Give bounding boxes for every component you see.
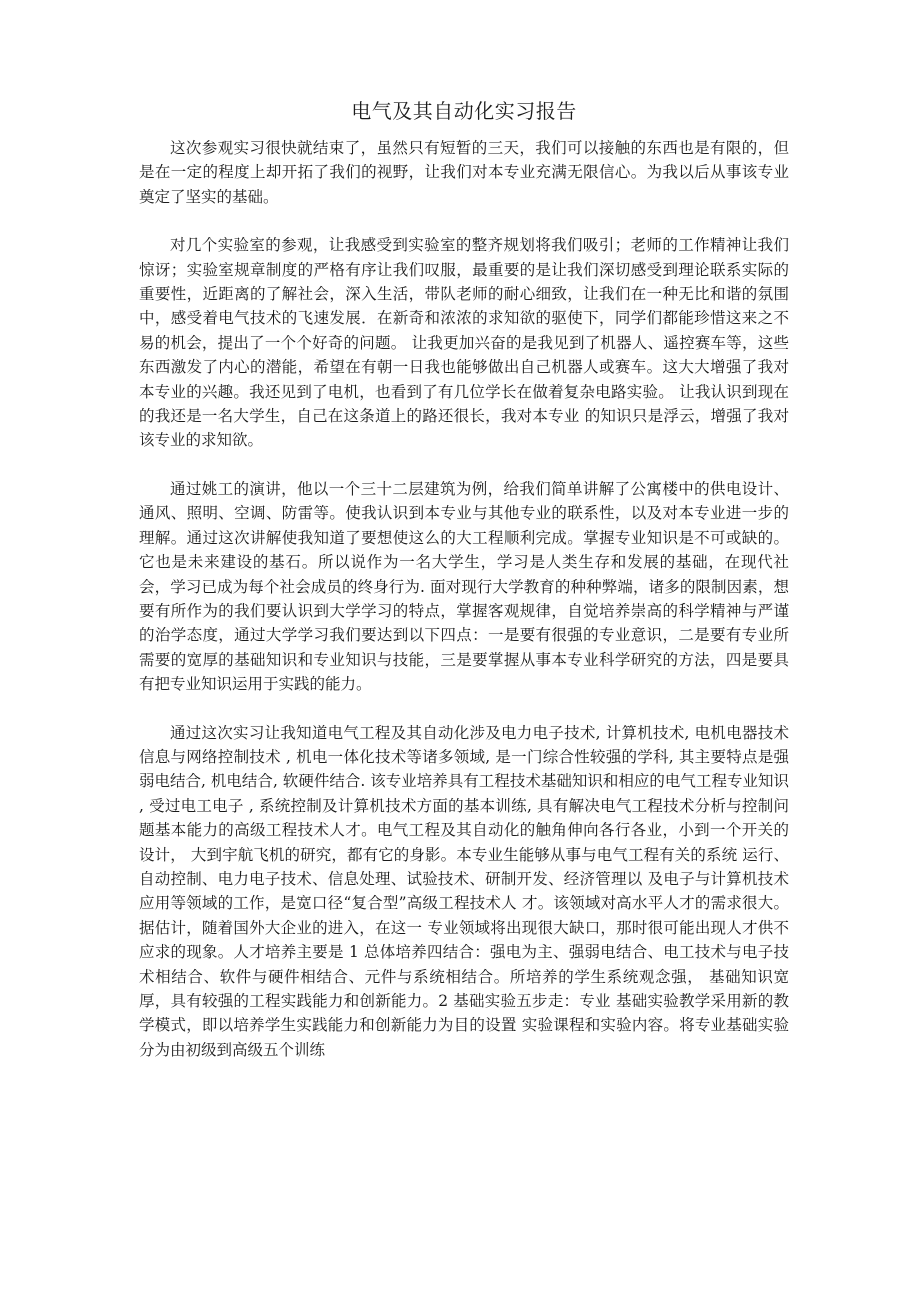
paragraph-lab-visit: 对几个实验室的参观，让我感受到实验室的整齐规划将我们吸引；老师的工作精神让我们惊讶；实验室规章制度的严格有序让我们叹服，最重要的是让我们深切感受到理论联系实际的重要性，近距离的了解社会，深入生活，带队老师的耐心细致，让我们在一种无比和谐的氛围中，感受着电气技术的飞速发展．在新奇和浓浓的求知欲的驱使下，同学们都能珍惜这来之不易的机会，提出了一个个好奇的问题。 让我更加兴奋的是我见到了机器人、遥控赛车等，这些东西激发了内心的潜能，希望在有朝一日我也能够做出自己机器人或赛车。这大大增强了我对本专业的兴趣。我还见到了电机，也看到了有几位学长在做着复杂电路实验。 让我认识到现在的我还是一名大学生，自己在这条道上的路还很长，我对本专业 的知识只是浮云，增强了我对该专业的求知欲。: [139, 236, 789, 450]
paragraph-intro: 这次参观实习很快就结束了，虽然只有短暂的三天，我们可以接触的东西也是有限的，但是在一定的程度上却开拓了我们的视野，让我们对本专业充满无限信心。为我以后从事该专业奠定了坚实的基础。: [139, 139, 789, 206]
document-title: 电气及其自动化实习报告: [351, 99, 577, 123]
document-page: [139, 96, 789, 1086]
paragraph-lecture: 通过姚工的演讲，他以一个三十二层建筑为例，给我们简单讲解了公寓楼中的供电设计、通风、照明、空调、防雷等。使我认识到本专业与其他专业的联系性，以及对本专业进一步的理解。通过这次讲解使我知道了要想使这么的大工程顺利完成。掌握专业知识是不可或缺的。它也是未来建设的基石。所以说作为一名大学生，学习是人类生存和发展的基础，在现代社会，学习已成为每个社会成员的终身行为. 面对现行大学教育的种种弊端，诸多的限制因素，想要有所作为的我们要认识到大学学习的特点，掌握客观规律，自觉培养崇高的科学精神与严谨的治学态度，通过大学学习我们要达到以下四点：一是要有很强的专业意识，二是要有专业所需要的宽厚的基础知识和专业知识与技能，三是要掌握从事本专业科学研究的方法，四是要具有把专业知识运用于实践的能力。: [139, 479, 789, 694]
paragraph-major-overview: 通过这次实习让我知道电气工程及其自动化涉及电力电子技术, 计算机技术, 电机电器技术信息与网络控制技术 , 机电一体化技术等诸多领域, 是一门综合性较强的学科, 其主要特点是强弱电结合, 机电结合, 软硬件结合. 该专业培养具有工程技术基础知识和相应的电气工程专业知识 , 受过电工电子 , 系统控制及计算机技术方面的基本训练, 具有解决电气工程技术分析与控制问题基本能力的高级工程技术人才。电气工程及其自动化的触角伸向各行各业，小到一个开关的设计， 大到宇航飞机的研究，都有它的身影。本专业生能够从事与电气工程有关的系统 运行、自动控制、电力电子技术、信息处理、试验技术、研制开发、经济管理以 及电子与计算机技术应用等领域的工作，是宽口径“复合型”高级工程技术人 才。该领域对高水平人才的需求很大。据估计，随着国外大企业的进入，在这一 专业领域将出现很大缺口，那时很可能出现人才供不应求的现象。人才培养主要是 1 总体培养四结合：强电为主、强弱电结合、电工技术与电子技 术相结合、软件与硬件相结合、元件与系统相结合。所培养的学生系统观念强， 基础知识宽厚，具有较强的工程实践能力和创新能力。2 基础实验五步走：专业 基础实验教学采用新的教学模式，即以培养学生实践能力和创新能力为目的设置 实验课程和实验内容。将专业基础实验分为由初级到高级五个训练: [139, 723, 789, 1059]
